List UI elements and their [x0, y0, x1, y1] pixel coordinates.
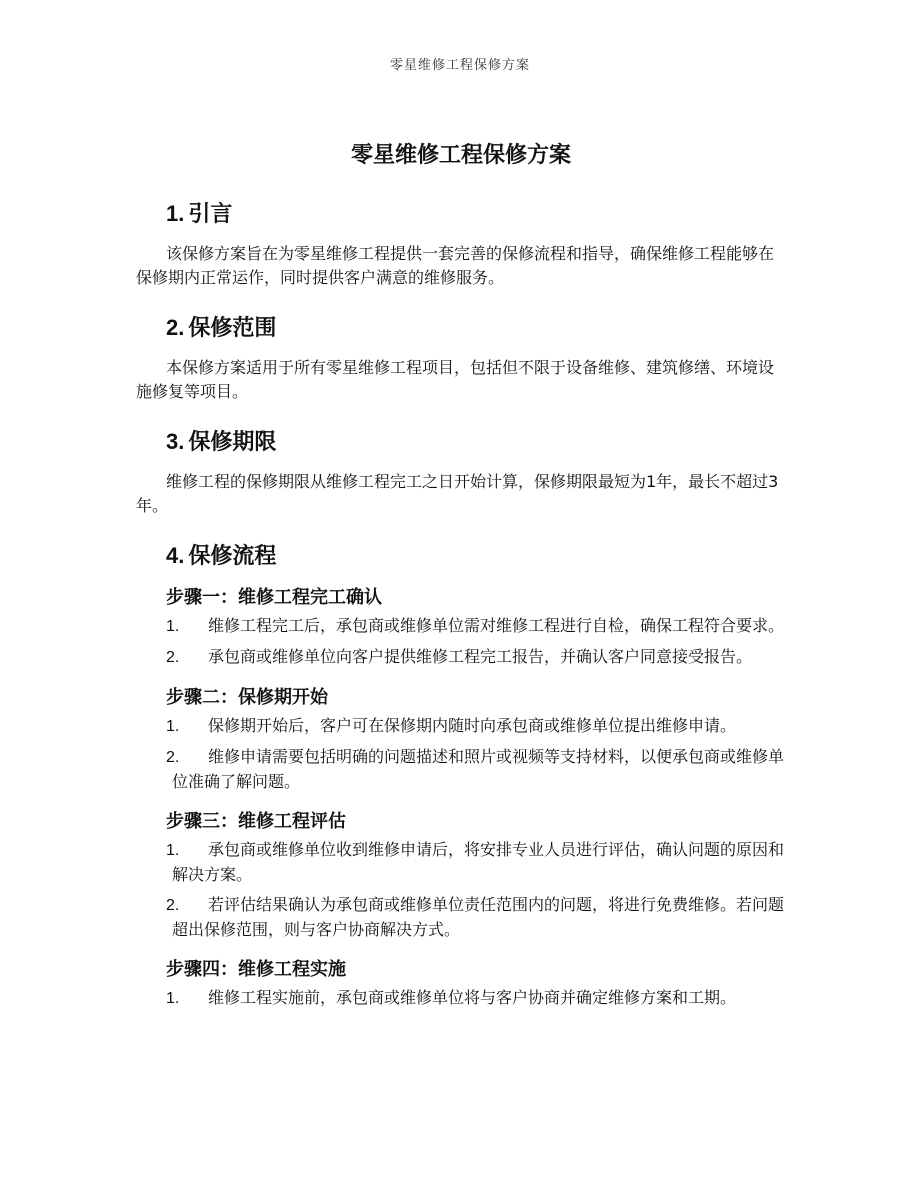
list-item [136, 893, 786, 942]
section-title: 保修期限 [188, 430, 277, 455]
list-item [136, 986, 786, 1011]
step-list-3 [136, 838, 786, 942]
step-heading-2: 步骤二：保修期开始 [166, 687, 328, 708]
step-list-1 [136, 614, 786, 670]
list-item-number: 1. [166, 718, 180, 735]
running-header: 零星维修工程保修方案 [389, 58, 530, 73]
list-item [136, 838, 786, 887]
section-title: 保修流程 [188, 544, 277, 569]
list-item [136, 714, 786, 739]
step-heading-1: 步骤一：维修工程完工确认 [166, 587, 382, 608]
section-paragraph-scope: 本保修方案适用于所有零星维修工程项目，包括但不限于设备维修、建筑修缮、环境设施修复等项目。 [136, 358, 775, 401]
step-list-2 [136, 714, 786, 794]
document-body [136, 140, 786, 1023]
section-paragraph-period: 维修工程的保修期限从维修工程完工之日开始计算，保修期限最短为1年，最长不超过3年。 [136, 472, 779, 515]
step-list-4 [136, 986, 786, 1011]
section-number: 3. [166, 429, 185, 454]
list-item [136, 645, 786, 670]
list-item-text: 承包商或维修单位向客户提供维修工程完工报告，并确认客户同意接受报告。 [208, 647, 753, 666]
section-heading-process [166, 536, 786, 576]
list-item-text: 保修期开始后，客户可在保修期内随时向承包商或维修单位提出维修申请。 [208, 716, 737, 735]
step-heading-4: 步骤四：维修工程实施 [166, 959, 346, 980]
list-item-text: 维修申请需要包括明确的问题描述和照片或视频等支持材料，以便承包商或维修单位准确了解问题。 [172, 747, 785, 791]
section-heading-introduction [166, 194, 786, 234]
section-heading-scope [166, 308, 786, 348]
section-number: 2. [166, 315, 185, 340]
list-item-number: 1. [166, 618, 180, 635]
list-item [136, 745, 786, 794]
list-item-number: 2. [166, 897, 180, 914]
list-item-text: 维修工程完工后，承包商或维修单位需对维修工程进行自检，确保工程符合要求。 [208, 616, 785, 635]
list-item [136, 614, 786, 639]
section-heading-period [166, 422, 786, 462]
list-item-number: 1. [166, 842, 180, 859]
list-item-text: 承包商或维修单位收到维修申请后，将安排专业人员进行评估，确认问题的原因和解决方案。 [172, 840, 785, 884]
step-heading-3: 步骤三：维修工程评估 [166, 811, 346, 832]
list-item-text: 维修工程实施前，承包商或维修单位将与客户协商并确定维修方案和工期。 [208, 988, 737, 1007]
list-item-number: 2. [166, 649, 180, 666]
section-paragraph-introduction: 该保修方案旨在为零星维修工程提供一套完善的保修流程和指导，确保维修工程能够在保修期内正常运作，同时提供客户满意的维修服务。 [136, 244, 775, 287]
list-item-number: 2. [166, 749, 180, 766]
list-item-text: 若评估结果确认为承包商或维修单位责任范围内的问题，将进行免费维修。若问题超出保修范围，则与客户协商解决方式。 [172, 895, 785, 939]
document-title: 零星维修工程保修方案 [350, 143, 571, 168]
list-item-number: 1. [166, 990, 180, 1007]
section-number: 4. [166, 543, 185, 568]
section-number: 1. [166, 201, 185, 226]
section-title: 保修范围 [188, 316, 277, 341]
section-title: 引言 [188, 202, 233, 227]
